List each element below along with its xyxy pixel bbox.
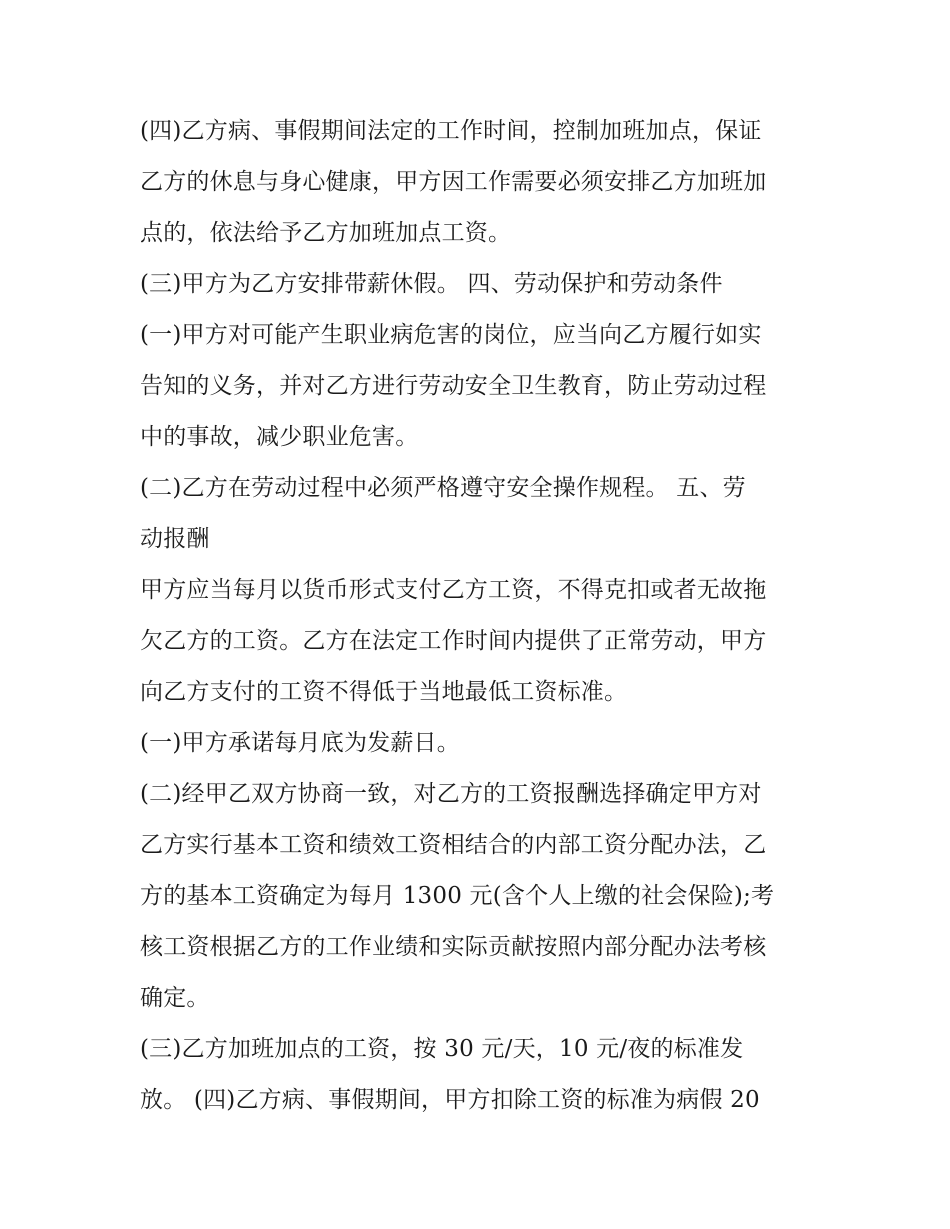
text-line-14: (二)经甲乙双方协商一致，对乙方的工资报酬选择确定甲方对: [140, 781, 762, 807]
text-line-15: 乙方实行基本工资和绩效工资相结合的内部工资分配办法，乙: [140, 832, 767, 858]
text-line-1: (四)乙方病、事假期间法定的工作时间，控制加班加点，保证: [140, 118, 762, 144]
text-line-9: 动报酬: [140, 526, 210, 552]
text-line-4: (三)甲方为乙方安排带薪休假。 四、劳动保护和劳动条件: [140, 271, 723, 297]
text-line-19: (三)乙方加班加点的工资，按 30 元/天，10 元/夜的标准发: [140, 1036, 744, 1062]
text-line-3: 点的，依法给予乙方加班加点工资。: [140, 220, 512, 246]
text-line-11: 欠乙方的工资。乙方在法定工作时间内提供了正常劳动，甲方: [140, 628, 767, 654]
text-line-16: 方的基本工资确定为每月 1300 元(含个人上缴的社会保险);考: [140, 883, 775, 909]
text-line-12: 向乙方支付的工资不得低于当地最低工资标准。: [140, 679, 628, 705]
document-body: [140, 106, 820, 1126]
text-line-20: 放。 (四)乙方病、事假期间，甲方扣除工资的标准为病假 20: [140, 1087, 760, 1113]
text-line-17: 核工资根据乙方的工作业绩和实际贡献按照内部分配办法考核: [140, 934, 767, 960]
text-line-6: 告知的义务，并对乙方进行劳动安全卫生教育，防止劳动过程: [140, 373, 767, 399]
text-line-5: (一)甲方对可能产生职业病危害的岗位，应当向乙方履行如实: [140, 322, 762, 348]
text-line-10: 甲方应当每月以货币形式支付乙方工资，不得克扣或者无故拖: [140, 577, 767, 603]
text-line-7: 中的事故，减少职业危害。: [140, 424, 419, 450]
text-line-8: (二)乙方在劳动过程中必须严格遵守安全操作规程。 五、劳: [140, 475, 746, 501]
text-line-18: 确定。: [140, 985, 210, 1011]
text-line-2: 乙方的休息与身心健康，甲方因工作需要必须安排乙方加班加: [140, 169, 767, 195]
text-line-13: (一)甲方承诺每月底为发薪日。: [140, 730, 460, 756]
